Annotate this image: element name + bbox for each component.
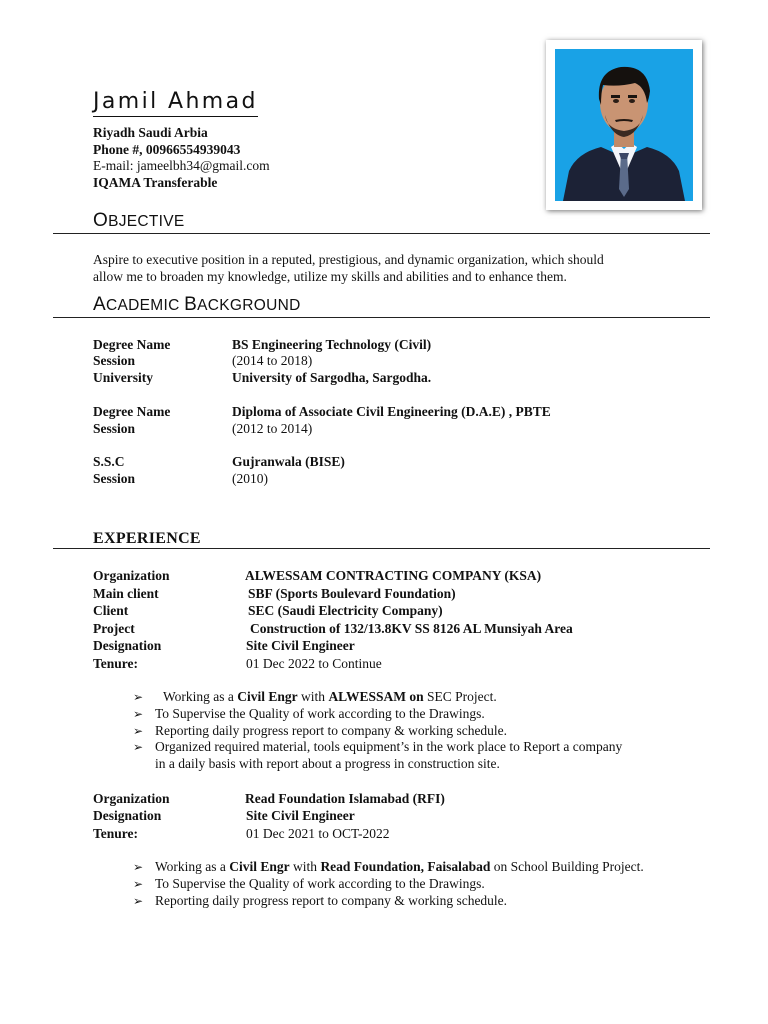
section-divider: [53, 317, 710, 318]
list-item: ➢ Working as a Civil Engr with ALWESSAM on SEC Project.: [133, 689, 497, 704]
iqama-status: IQAMA Transferable: [93, 174, 218, 190]
arrowhead-bullet-icon: ➢: [133, 860, 144, 874]
job-duties-list: [133, 859, 693, 909]
objective-line: allow me to broaden my knowledge, utilize my skills and abilities and to enhance them.: [93, 269, 567, 285]
person-portrait-icon: [555, 49, 693, 201]
contact-block: [93, 125, 270, 191]
list-item: ➢ Reporting daily progress report to company & working schedule.: [133, 892, 508, 908]
profile-photo: [555, 49, 693, 201]
arrowhead-bullet-icon: ➢: [133, 893, 144, 908]
job-duties-list: [133, 689, 653, 773]
list-item: ➢ Working as a Civil Engr with Read Foundation, Faisalabad on School Building Project.: [133, 859, 644, 874]
email: E-mail: jameelbh34@gmail.com: [93, 158, 270, 174]
objective-heading: OBJECTIVE: [93, 210, 185, 231]
phone: Phone #, 00966554939043: [93, 141, 241, 157]
experience-heading: EXPERIENCE: [93, 530, 201, 547]
list-item: ➢ Reporting daily progress report to company & working schedule.: [133, 722, 508, 738]
section-divider: [53, 233, 710, 234]
arrowhead-bullet-icon: ➢: [133, 723, 144, 738]
arrowhead-bullet-icon: ➢: [133, 740, 144, 755]
candidate-name: Jamil Ahmad: [93, 88, 258, 117]
list-item: ➢ To Supervise the Quality of work according to the Drawings.: [133, 705, 485, 721]
arrowhead-bullet-icon: ➢: [133, 876, 144, 891]
section-divider: [53, 548, 710, 549]
arrowhead-bullet-icon: ➢: [133, 706, 144, 721]
objective-text: [93, 251, 693, 286]
academic-heading: ACADEMIC BACKGROUND: [93, 294, 301, 315]
objective-line: Aspire to executive position in a reputed, prestigious, and dynamic organization, which should: [93, 252, 604, 267]
list-item: ➢ To Supervise the Quality of work according to the Drawings.: [133, 875, 485, 891]
location: Riyadh Saudi Arbia: [93, 125, 208, 140]
profile-photo-frame: [546, 40, 702, 210]
list-item: ➢ Organized required material, tools equipment’s in the work place to Report a company in a daily basis with report about a progress in construction site.: [133, 739, 623, 772]
arrowhead-bullet-icon: ➢: [133, 690, 144, 704]
